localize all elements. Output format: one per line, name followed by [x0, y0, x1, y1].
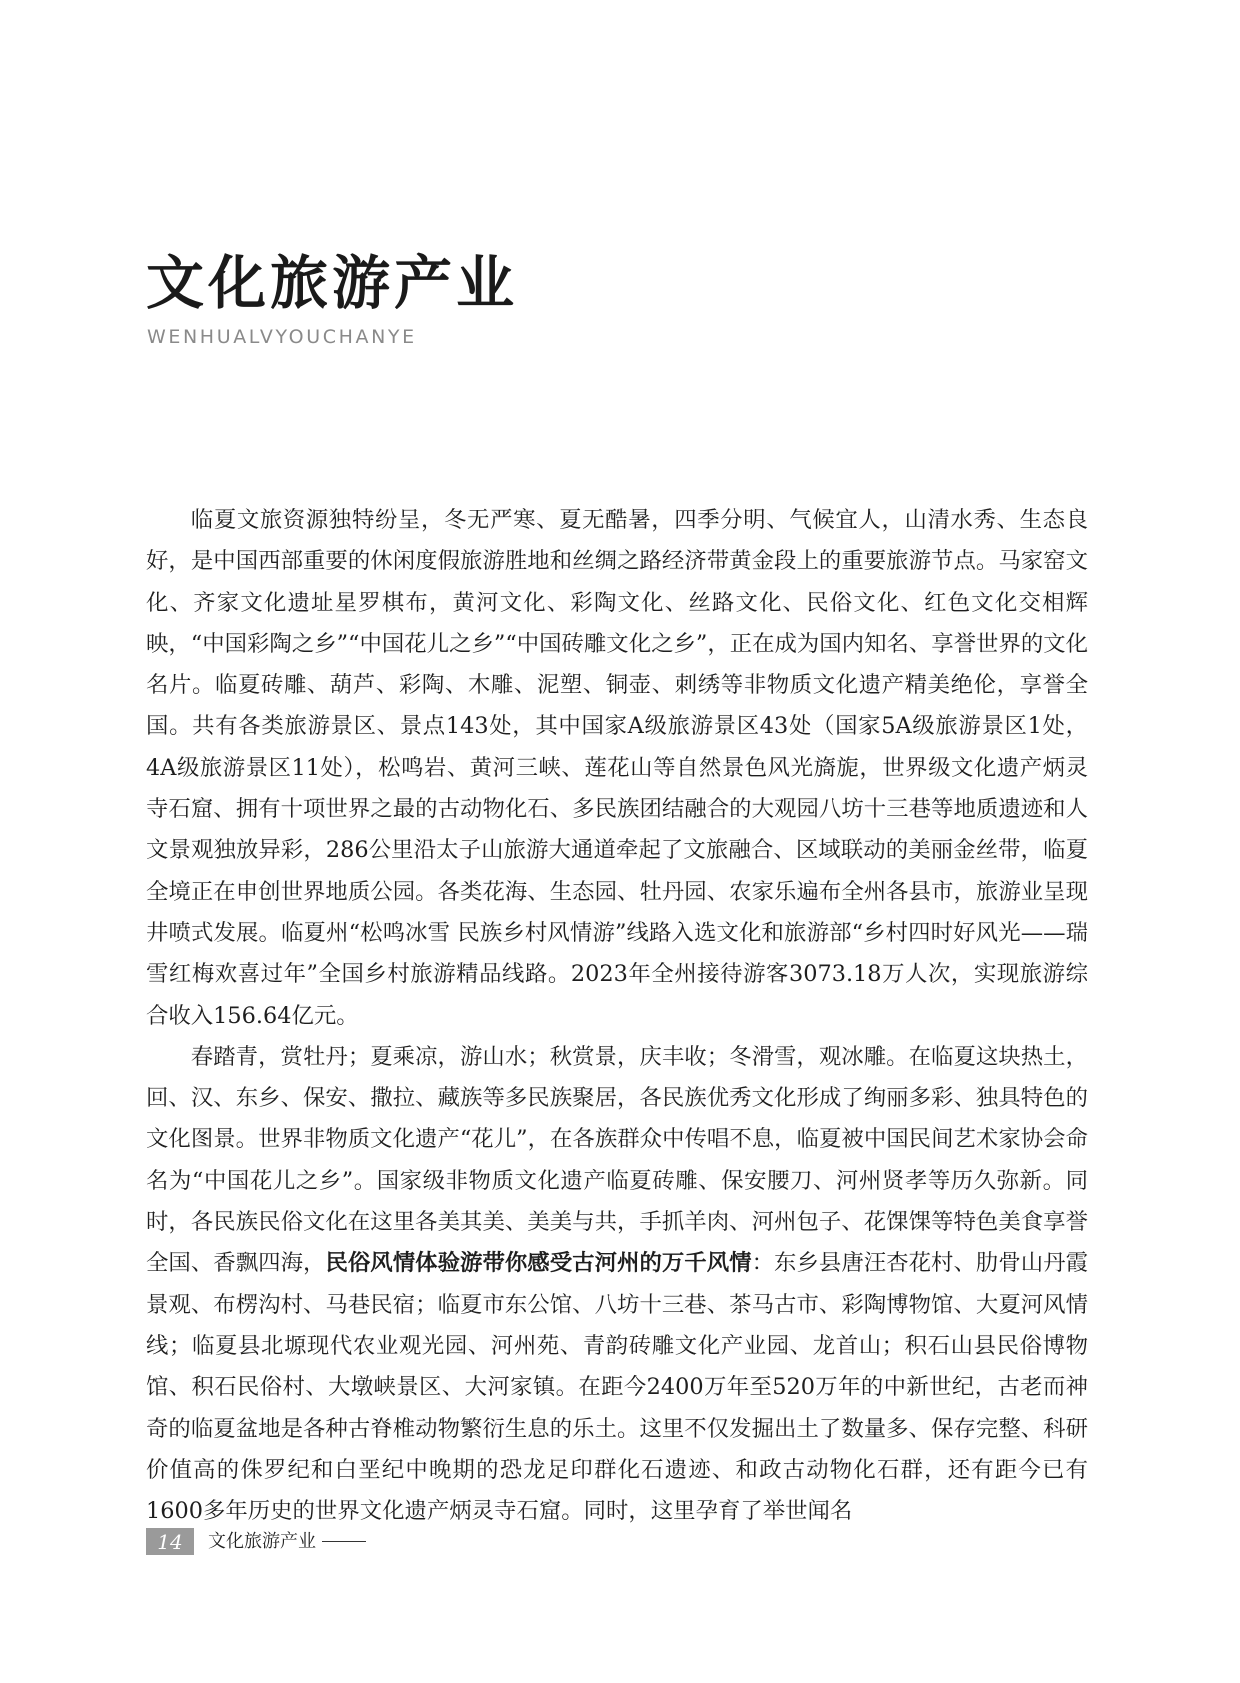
paragraph-2-text-a: 春踏青，赏牡丹；夏乘凉，游山水；秋赏景，庆丰收；冬滑雪，观冰雕。在临夏这块热土，回、汉、东乡、保安、撒拉、藏族等多民族聚居，各民族优秀文化形成了绚丽多彩、独具特色的文化图景。世界非物质文化遗产“花儿”，在各族群众中传唱不息，临夏被中国民间艺术家协会命名为“中国花儿之乡”。国家级非物质文化遗产临夏砖雕、保安腰刀、河州贤孝等历久弥新。同时，各民族民俗文化在这里各美其美、美美与共，手抓羊肉、河州包子、花馃馃等特色美食享誉全国、香飘四海，: [146, 1043, 1088, 1277]
paragraph-2-text-b: ：东乡县唐汪杏花村、肋骨山丹霞景观、布楞沟村、马巷民宿；临夏市东公馆、八坊十三巷、茶马古市、彩陶博物馆、大夏河风情线；临夏县北塬现代农业观光园、河州苑、青韵砖雕文化产业园、龙首山；积石山县民俗博物馆、积石民俗村、大墩峡景区、大河家镇。在距今2400万年至520万年的中新世纪，古老而神奇的临夏盆地是各种古脊椎动物繁衍生息的乐土。这里不仅发掘出土了数量多、保存完整、科研价值高的侏罗纪和白垩纪中晚期的恐龙足印群化石遗迹、和政古动物化石群，还有距今已有1600多年历史的世界文化遗产炳灵寺石窟。同时，这里孕育了举世闻名: [146, 1250, 1089, 1525]
paragraph-2-emphasis: 民俗风情体验游带你感受古河州的万千风情: [325, 1250, 752, 1277]
page-number: 14: [146, 1528, 194, 1555]
running-head: 文化旅游产业: [208, 1531, 316, 1552]
footer-rule: [322, 1541, 366, 1543]
page-footer: [146, 1528, 366, 1555]
page-title: 文化旅游产业: [146, 249, 519, 317]
paragraph-1: 临夏文旅资源独特纷呈，冬无严寒、夏无酷暑，四季分明、气候宜人，山清水秀、生态良好，是中国西部重要的休闲度假旅游胜地和丝绸之路经济带黄金段上的重要旅游节点。马家窑文化、齐家文化遗址星罗棋布，黄河文化、彩陶文化、丝路文化、民俗文化、红色文化交相辉映，“中国彩陶之乡”“中国花儿之乡”“中国砖雕文化之乡”，正在成为国内知名、享誉世界的文化名片。临夏砖雕、葫芦、彩陶、木雕、泥塑、铜壶、刺绣等非物质文化遗产精美绝伦，享誉全国。共有各类旅游景区、景点143处，其中国家A级旅游景区43处（国家5A级旅游景区1处，4A级旅游景区11处），松鸣岩、黄河三峡、莲花山等自然景色风光旖旎，世界级文化遗产炳灵寺石窟、拥有十项世界之最的古动物化石、多民族团结融合的大观园八坊十三巷等地质遗迹和人文景观独放异彩，286公里沿太子山旅游大通道牵起了文旅融合、区域联动的美丽金丝带，临夏全境正在申创世界地质公园。各类花海、生态园、牡丹园、农家乐遍布全州各县市，旅游业呈现井喷式发展。临夏州“松鸣冰雪 民族乡村风情游”线路入选文化和旅游部“乡村四时好风光——瑞雪红梅欢喜过年”全国乡村旅游精品线路。2023年全州接待游客3073.18万人次，实现旅游综合收入156.64亿元。: [146, 507, 1088, 1029]
article-body: [146, 500, 1088, 1532]
paragraph-2: [146, 1037, 1088, 1533]
page-subtitle: WENHUALVYOUCHANYE: [147, 326, 417, 348]
